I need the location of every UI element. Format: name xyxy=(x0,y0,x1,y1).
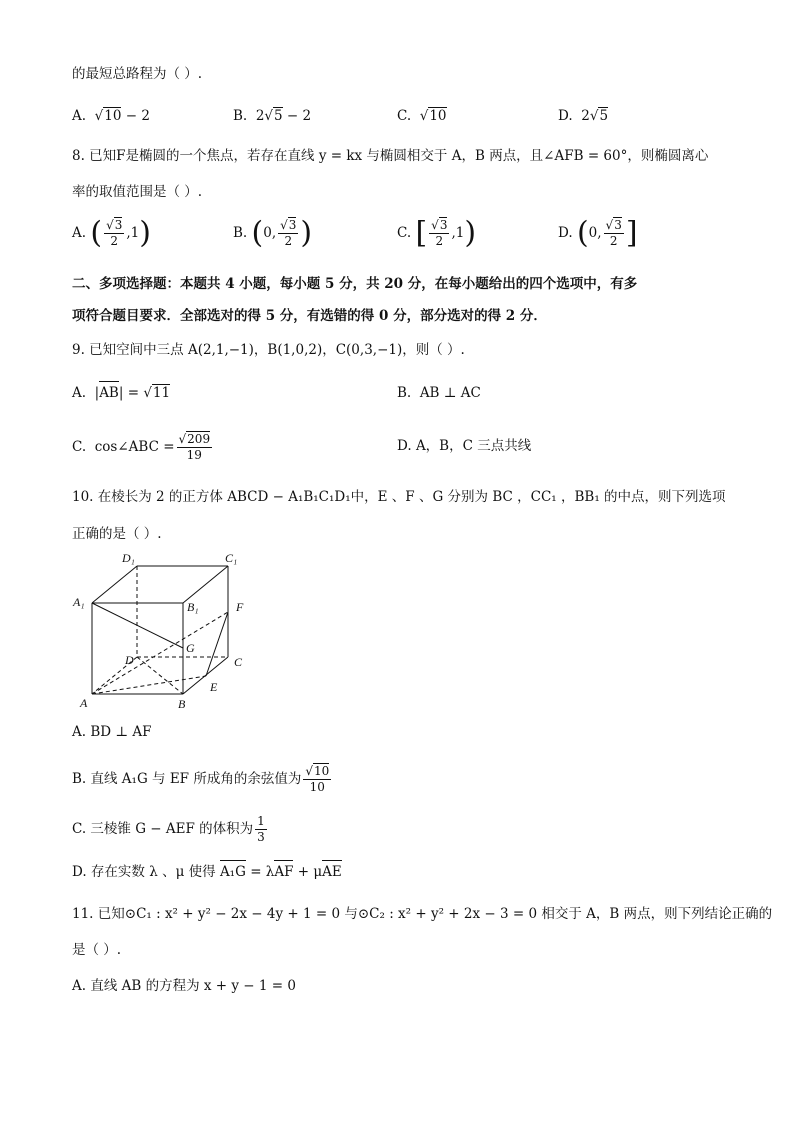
label-C1: C₁ xyxy=(225,551,238,565)
q8-stem-line2: 率的取值范围是（ ）. xyxy=(72,184,203,200)
label-B: B xyxy=(178,697,186,711)
q9-option-b: B. AB ⊥ AC xyxy=(397,385,481,401)
q7-stem-tail: 的最短总路程为（ ）. xyxy=(72,66,203,82)
q9-option-c: C. cos∠ABC = $\frac{√209}{19}$ xyxy=(72,432,211,462)
q11-option-a: A. 直线 AB 的方程为 x + y − 1 = 0 xyxy=(72,978,296,994)
q10-stem-line2: 正确的是（ ）. xyxy=(72,526,162,542)
label-C: C xyxy=(234,655,243,669)
cube-figure xyxy=(70,548,260,718)
q8-option-d: D. (0, $\frac{√3}{2}$ ] xyxy=(558,215,638,251)
q7-option-b: B. 2√5 − 2 xyxy=(233,108,312,124)
q7-option-d: D. 2√5 xyxy=(558,108,609,124)
label-A1: A₁ xyxy=(73,595,85,609)
section2-heading-line1: 二、多项选择题：本题共 4 小题，每小题 5 分，共 20 分，在每小题给出的四个选项中，有多 xyxy=(72,276,638,292)
q7-option-c: C. √10 xyxy=(397,108,447,124)
q8-option-a: A. ( $\frac{√3}{2}$ ,1) xyxy=(72,215,151,251)
q9-option-a: A. |AB| = √11 xyxy=(72,385,171,401)
q10-option-b: B. 直线 A₁G 与 EF 所成角的余弦值为 $\frac{√10}{10}$ xyxy=(72,764,330,794)
q8-option-b: B. (0, $\frac{√3}{2}$ ) xyxy=(233,215,313,251)
q10-option-d: D. 存在实数 λ 、μ 使得 A₁G = λAF + μAE xyxy=(72,864,342,880)
label-D: D xyxy=(125,653,134,667)
q10-option-c: C. 三棱锥 G − AEF 的体积为 $\frac{1}{3}$ xyxy=(72,814,265,844)
q10-stem-line1: 10. 在棱长为 2 的正方体 ABCD − A₁B₁C₁D₁中，E 、F 、G 分别为 BC ，CC₁ ，BB₁ 的中点，则下列选项 xyxy=(72,489,726,505)
q9-stem: 9. 已知空间中三点 A(2,1,−1)，B(1,0,2)，C(0,3,−1)，则（ ）. xyxy=(72,342,465,358)
q8-stem-line1: 8. 已知F是椭圆的一个焦点，若存在直线 y = kx 与椭圆相交于 A，B 两点，且∠AFB = 60°，则椭圆离心 xyxy=(72,148,709,164)
label-A: A xyxy=(80,696,88,710)
label-E: E xyxy=(210,680,218,694)
section2-heading-line2: 项符合题目要求．全部选对的得 5 分，有选错的得 0 分，部分选对的得 2 分． xyxy=(72,308,547,324)
label-D1: D₁ xyxy=(122,551,135,565)
q7-option-a: A. √10 − 2 xyxy=(72,108,150,124)
q11-stem-line2: 是（ ）. xyxy=(72,942,122,958)
q11-stem-line1: 11. 已知⊙C₁ : x² + y² − 2x − 4y + 1 = 0 与⊙C₂ : x² + y² + 2x − 3 = 0 相交于 A，B 两点，则下列结论正确的 xyxy=(72,906,773,922)
label-G: G xyxy=(186,641,195,655)
label-B1: B₁ xyxy=(187,600,199,614)
q9-option-d: D. A，B，C 三点共线 xyxy=(397,438,532,454)
q8-option-c: C. [ $\frac{√3}{2}$ ,1) xyxy=(397,215,477,251)
q10-option-a: A. BD ⊥ AF xyxy=(72,724,152,740)
label-F: F xyxy=(236,600,244,614)
